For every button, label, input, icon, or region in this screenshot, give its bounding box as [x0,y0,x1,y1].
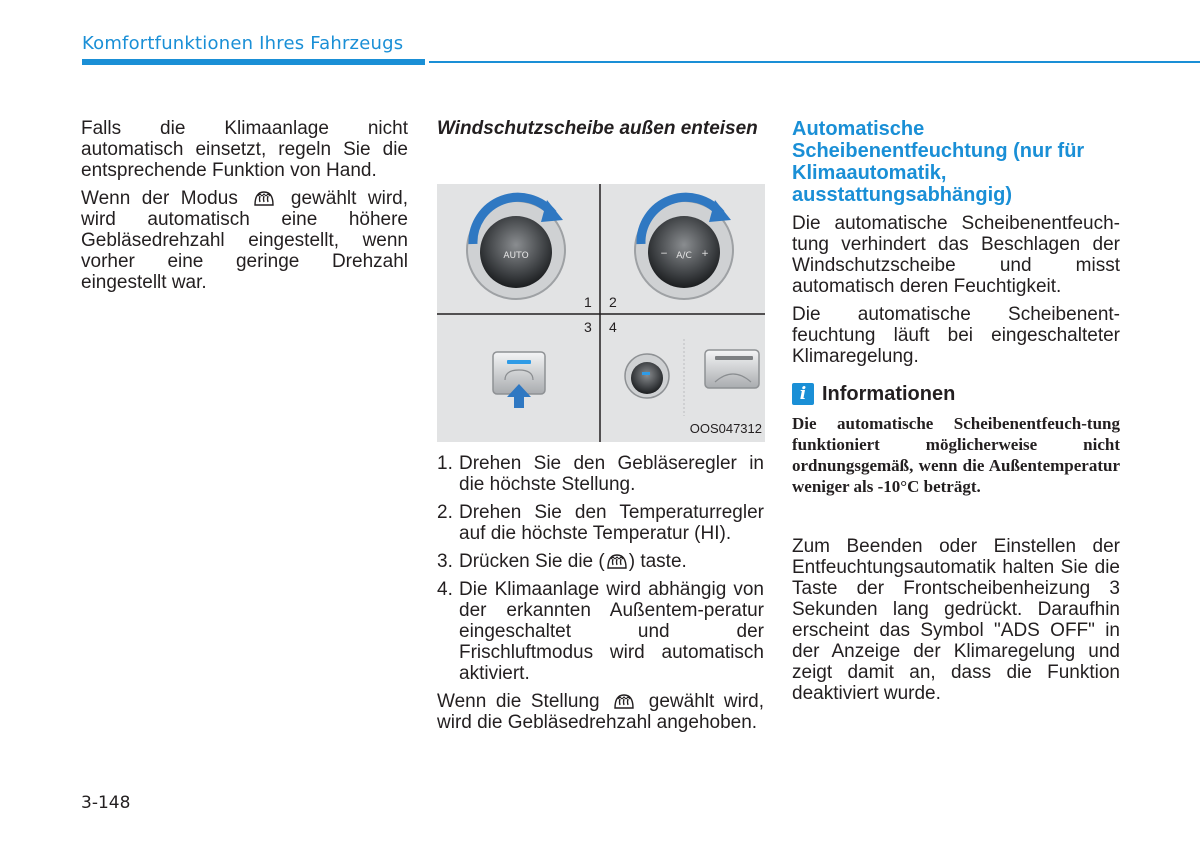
info-header [792,383,1120,405]
svg-text:+: + [701,249,709,259]
page-number: 3-148 [81,793,131,813]
front-defrost-icon [613,692,635,710]
paragraph-defrost-fan [437,691,764,733]
paragraph-ads-off: Zum Beenden oder Einstellen der Entfeuchtungsautomatik halten Sie die Taste der Frontscheibenheizung 3 Sekunden lang gedrückt. Daraufhin erscheint das Symbol "ADS OFF" in der Anzeige der Klimaregelung und zeigt damit an, dass die Funktion deaktiviert wurde. [792,536,1120,704]
info-title: Informationen [822,382,956,405]
column-middle [437,118,764,740]
header-bar [82,59,425,65]
figure-label-2: 2 [609,294,617,310]
figure-label-4: 4 [609,319,617,335]
climate-control-illustration [437,184,765,442]
climate-control-figure [437,184,765,442]
paragraph-defrost-mode [81,188,408,293]
text-fragment: Wenn die Stellung [437,691,600,712]
info-icon: i [792,383,814,405]
svg-text:−: − [660,249,668,259]
text-fragment: gewählt wird, wird die Gebläsedrehzahl angehoben. [437,691,765,733]
paragraph-auto-defog-runs: Die automatische Scheibenent-feuchtung läuft bei eingeschalteter Klimaregelung. [792,304,1120,367]
list-item: 4. Die Klimaanlage wird abhängig von der erkannten Außentem-peratur eingeschaltet und der Frischluftmodus wird automatisch aktiviert. [437,579,764,684]
list-item: 2. Drehen Sie den Temperaturregler auf die höchste Temperatur (HI). [437,502,764,544]
text-fragment: gewählt wird, wird automatisch eine höhere Gebläsedrehzahl eingestellt, wenn vorher eine geringe Drehzahl eingestellt war. [81,188,409,293]
list-item: 1. Drehen Sie den Gebläseregler in die höchste Stellung. [437,453,764,495]
text-fragment: Wenn der Modus [81,188,238,209]
header-title: Komfortfunktionen Ihres Fahrzeugs [82,33,404,54]
paragraph-manual-control: Falls die Klimaanlage nicht automatisch einsetzt, regeln Sie die entsprechende Funktion von Hand. [81,118,408,181]
paragraph-auto-defog-desc: Die automatische Scheibenentfeuch-tung verhindert das Beschlagen der Windschutzscheibe und misst automatisch deren Feuchtigkeit. [792,213,1120,297]
front-defrost-icon [606,552,628,570]
figure-label-1: 1 [584,294,592,310]
section-heading-defrost: Windschutzscheibe außen enteisen [437,118,758,139]
section-heading-auto-defog: Automatische Scheibenentfeuchtung (nur für Klimaautomatik, ausstattungsabhängig) [792,118,1085,206]
figure-code: OOS047312 [689,421,762,436]
column-left [81,118,408,300]
steps-list [437,453,764,684]
side-button-illustration [705,350,759,388]
figure-label-3: 3 [584,319,592,335]
info-text: Die automatische Scheibenentfeuch-tung funktioniert möglicherweise nicht ordnungsgemäß, wenn die Außentemperatur weniger als -10°C beträgt. [792,414,1120,496]
temperature-knob [635,197,733,299]
knob-ac-label: A/C [676,251,692,261]
list-item: 3. Drücken Sie die ( ) taste. [437,551,687,572]
knob-auto-label: AUTO [503,251,529,261]
front-defrost-icon [253,189,275,207]
column-right [792,118,1120,711]
header-line [429,61,1200,63]
fan-speed-knob [467,197,565,299]
